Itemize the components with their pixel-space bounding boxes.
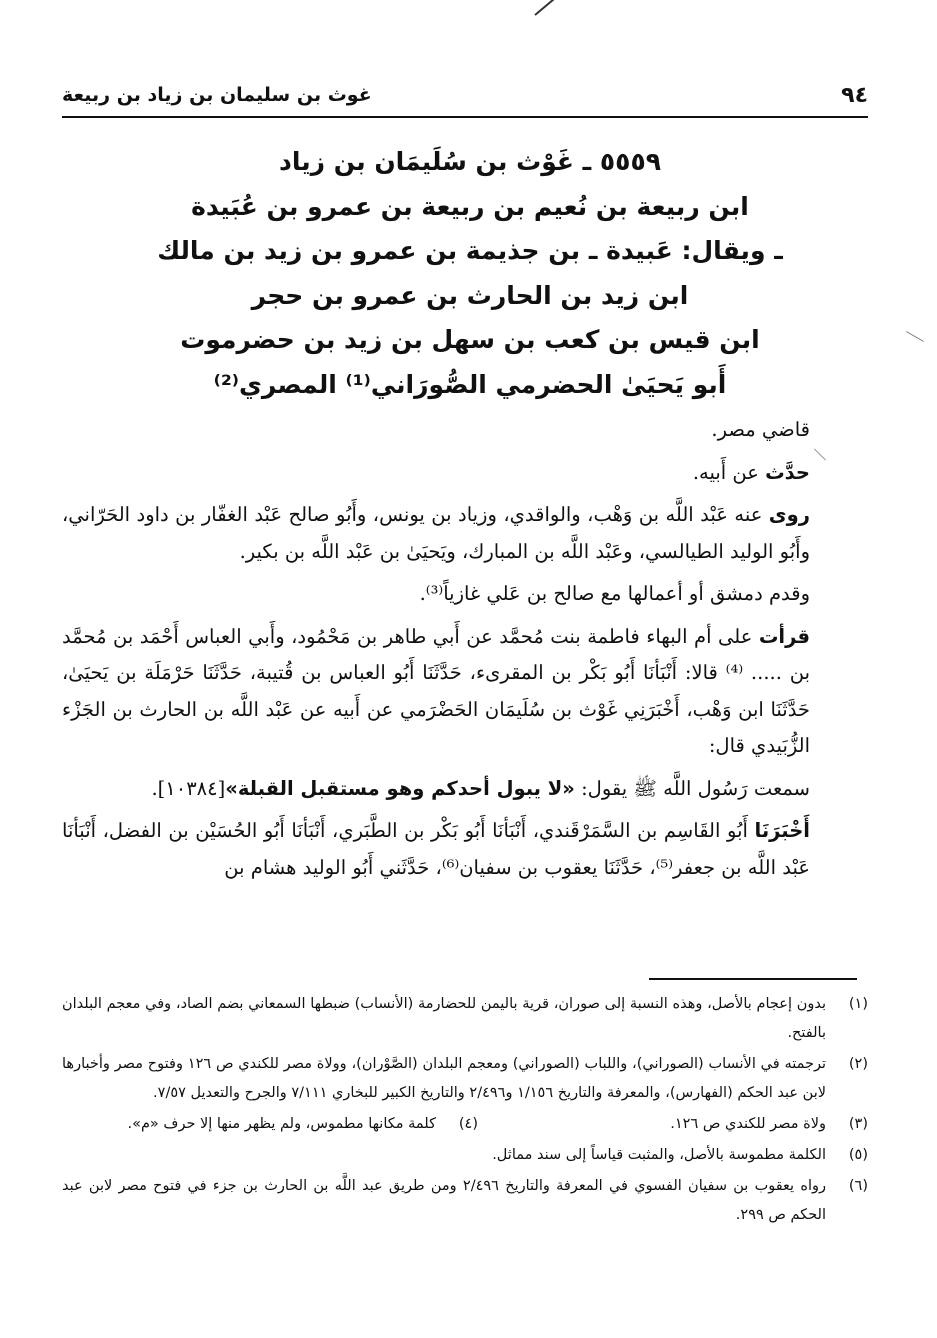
footnote-number: (١) <box>848 996 868 1012</box>
paragraph <box>62 455 868 492</box>
footnote-number: (٣) <box>848 1116 868 1132</box>
footnote-row <box>62 1110 868 1141</box>
paragraph <box>62 813 868 886</box>
page-number: ٩٤ <box>841 82 868 108</box>
lead-word: روى <box>768 503 810 526</box>
footnote-number: (٤) <box>458 1116 478 1132</box>
footnote-number: (٦) <box>848 1178 868 1194</box>
lead-word: حدَّث <box>765 460 810 484</box>
paragraph <box>62 576 868 613</box>
scan-artifact-line <box>534 0 566 16</box>
entry-title-line: أَبو يَحيَىٰ الحضرمي الصُّورَاني⁽¹⁾ المصري⁽²⁾ <box>213 369 727 399</box>
footnote-number: (٥) <box>848 1147 868 1163</box>
footnote-divider <box>649 978 857 980</box>
footnote-text: ترجمته في الأنساب (الصوراني)، واللباب (الصوراني) ومعجم البلدان (الصَّوْران)، وولاة مصر للكندي ص ١٢٦ وفتوح مصر وأخبارها لابن عبد الحكم (الفهارس)، والمعرفة والتاريخ ١/١٥٦ و٢/٤٩٦ والتاريخ الكبير للبخاري ٧/١١١ والجرح والتعديل ٧/٥٧. <box>62 1056 827 1101</box>
page-header <box>62 78 868 112</box>
footnote <box>62 1050 868 1108</box>
paragraph-text: قاضي مصر. <box>711 418 810 441</box>
paragraph <box>62 771 868 808</box>
running-title: غوث بن سليمان بن زياد بن ربيعة <box>62 84 372 106</box>
paragraph-text: أَبُو القَاسِم بن السَّمَرْقَندي، أَنْبَأنَا أَبُو بَكْر بن الطَّبَري، أَنْبَأنَا أَبُو الحُسَيْن بن الفضل، أَنْبَأنَا عَبْد اللَّه بن جعفر⁽⁵⁾، حَدَّثَنَا يعقوب بن سفيان⁽⁶⁾، حَدَّثَني أَبُو الوليد هشام بن <box>62 819 810 879</box>
header-divider <box>62 116 868 118</box>
paragraph <box>62 619 868 765</box>
entry-title-line: ابن زيد بن الحارث بن عمرو بن حجر <box>251 280 689 310</box>
footnotes <box>62 990 868 1232</box>
footnote <box>62 1141 868 1170</box>
entry-title-line: ابن قيس بن كعب بن سهل بن زيد بن حضرموت <box>180 325 760 354</box>
entry-title-line: ٥٥٥٩ ـ غَوْث بن سُلَيمَان بن زياد <box>279 147 661 176</box>
footnote-text: كلمة مكانها مطموس، ولم يظهر منها إلا حرف «م». <box>127 1116 436 1132</box>
footnote <box>62 990 868 1048</box>
paragraph <box>62 497 868 570</box>
paragraph-text: على أم البهاء فاطمة بنت مُحمَّد عن أَبي طاهر بن مَحْمُود، وأَبي العباس أَحْمَد بن مُحمَّد بن ..... ⁽⁴⁾ قالا: أَنْبَأنَا أَبُو بَكْر بن المقرىء، حَدَّثَنَا أَبُو العباس بن قُتيبة، حَدَّثَنَا حَرْمَلَة بن يَحيَىٰ، حَدَّثَنَا ابن وَهْب، أَخْبَرَنِي غَوْث بن سُلَيمَان الحَضْرَمي عن أَبيه عن عَبْد اللَّه بن الحارث بن الجَزْء الزُّبَيدي قال: <box>62 624 811 757</box>
hadith-quote: «لا يبول أحدكم وهو مستقبل القبلة» <box>225 776 575 800</box>
scan-artifact-mark <box>906 331 924 342</box>
lead-word: قرأت <box>758 624 810 648</box>
footnote <box>478 1110 868 1139</box>
footnote-number: (٢) <box>848 1056 868 1072</box>
footnote-text: بدون إعجام بالأصل، وهذه النسبة إلى صوران، قرية باليمن للحضارمة (الأنساب) ضبطها السمعاني بضم الصاد، وفي معجم البلدان بالفتح. <box>62 996 826 1041</box>
entry-title <box>150 140 790 407</box>
paragraph-text: وقدم دمشق أو أعمالها مع صالح بن عَلي غازياً⁽³⁾. <box>419 582 810 605</box>
footnote <box>62 1172 868 1230</box>
paragraph-text: سمعت رَسُول اللَّه ﷺ يقول: <box>574 776 810 800</box>
entry-body <box>62 412 868 892</box>
entry-title-line: ـ ويقال: عَبيدة ـ بن جذيمة بن عمرو بن زيد بن مالك <box>157 236 783 265</box>
footnote-text: رواه يعقوب بن سفيان الفسوي في المعرفة والتاريخ ٢/٤٩٦ ومن طريق عبد اللَّه بن الحارث بن جزء في فتوح مصر لابن عبد الحكم ص ٢٩٩. <box>62 1178 826 1223</box>
paragraph-text: عنه عَبْد اللَّه بن وَهْب، والواقدي، وزياد بن يونس، وأَبُو صالح عَبْد الغفّار بن داود الحَرّاني، وأَبُو الوليد الطيالسي، وعَبْد اللَّه بن المبارك، ويَحيَىٰ بن عَبْد اللَّه بن بكير. <box>62 503 810 563</box>
footnote-text: ولاة مصر للكندي ص ١٢٦. <box>670 1116 826 1132</box>
footnote <box>88 1110 478 1139</box>
footnote-text: الكلمة مطموسة بالأصل، والمثبت قياساً إلى سند مماثل. <box>492 1147 826 1163</box>
entry-title-line: ابن ربيعة بن نُعيم بن ربيعة بن عمرو بن عُبَيدة <box>191 191 749 221</box>
hadith-number: [١٠٣٨٤]. <box>151 776 226 800</box>
lead-word: أَخْبَرَنَا <box>754 819 810 842</box>
paragraph-text: عن أَبيه. <box>692 460 766 484</box>
paragraph <box>62 412 868 449</box>
